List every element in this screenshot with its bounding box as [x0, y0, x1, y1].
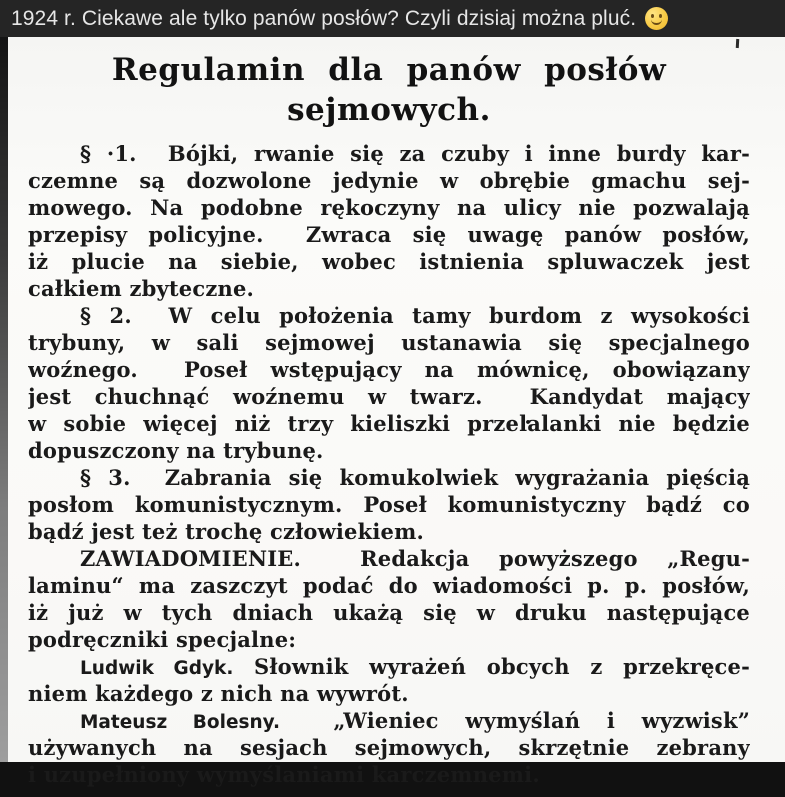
text-line: używanych na sesjach sejmowych, skrzętnie zebrany [28, 735, 750, 760]
caption-bar [0, 0, 785, 37]
scan-edge-shadow [0, 37, 8, 762]
slightly-smiling-face-icon [645, 7, 668, 30]
author-name: Mateusz Bolesny. [80, 712, 281, 733]
text-line: § 2. W celu położenia tamy burdom z wysokości [80, 303, 750, 328]
caption-text: 1924 r. Ciekawe ale tylko panów posłów? Czyli dzisiaj można pluć. [11, 6, 637, 30]
text-line: mowego. Na podobne rękoczyny na ulicy nie pozwalają [28, 195, 750, 220]
text-line: ZAWIADOMIENIE. Redakcja powyższego „Regu- [80, 546, 750, 571]
print-artifact [736, 39, 739, 48]
text-line: iż plucie na siebie, wobec istnienia spluwaczek jest [28, 249, 750, 274]
text-line: podręczniki specjalne: [28, 627, 297, 652]
text-line: woźnego. Poseł wstępujący na mównicę, obowiązany [28, 357, 750, 382]
text-line: § ·1. Bójki, rwanie się za czuby i inne burdy kar- [80, 141, 750, 166]
text-line: iż już w tych dniach ukażą się w druku następujące [28, 600, 750, 625]
text-line: trybuny, w sali sejmowej ustanawia się specjalnego [28, 330, 750, 355]
text-line: bądź jest też trochę człowiekiem. [28, 519, 425, 544]
document-title: Regulamin dla panów posłów sejmowych. [111, 52, 667, 128]
text-line: niem każdego z nich na wywrót. [28, 681, 409, 706]
text-line: dopuszczony na trybunę. [28, 438, 324, 463]
text-line: § 3. Zabrania się komukolwiek wygrażania pięścią [80, 465, 750, 490]
section-divider-rule [330, 791, 448, 797]
text-line: Mateusz Bolesny. „Wieniec wymyślań i wyzwisk” [80, 708, 750, 733]
text-line: całkiem zbyteczne. [28, 276, 255, 301]
text-line: Ludwik Gdyk. Słownik wyrażeń obcych z przekręce- [80, 654, 750, 679]
text-line: posłom komunistycznym. Poseł komunistyczny bądź co [28, 492, 750, 517]
text-line: jest chuchnąć woźnemu w twarz. Kandydat mający [28, 384, 750, 409]
text-line: czemne są dozwolone jedynie w obrębie gmachu sej- [28, 168, 750, 193]
scanned-document [0, 37, 785, 787]
smiley-mouth [651, 18, 662, 25]
text-line: w sobie więcej niż trzy kieliszki przeŀalanki nie będzie [28, 411, 750, 436]
text-line: laminu“ ma zaszczyt podać do wiadomości p. p. posłów, [28, 573, 750, 598]
text-line: przepisy policyjne. Zwraca się uwagę panów posłów, [28, 222, 750, 247]
document-text [28, 140, 750, 788]
text-line: i uzupełniony wymyślaniami karczemnemi. [28, 762, 540, 787]
author-name: Ludwik Gdyk. [80, 658, 234, 679]
